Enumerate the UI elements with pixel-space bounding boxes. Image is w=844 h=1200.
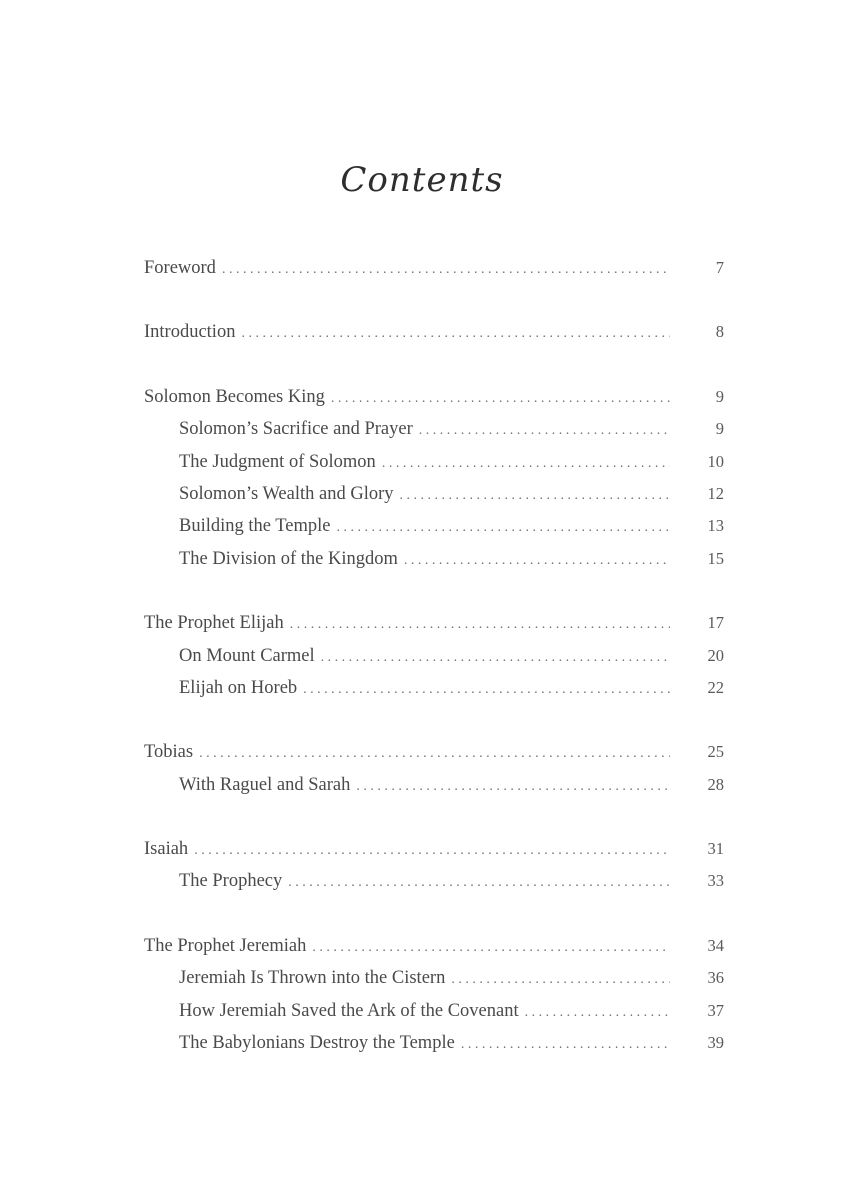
dot-leader (288, 867, 670, 897)
toc-entry-label: The Prophet Jeremiah (144, 930, 312, 962)
toc-entry-page: 9 (715, 386, 724, 406)
toc-entry-label: Building the Temple (179, 510, 337, 542)
toc-entry-label: How Jeremiah Saved the Ark of the Covenant (179, 995, 525, 1027)
toc-entry-page: 22 (707, 677, 724, 697)
toc-subentry (144, 962, 724, 994)
toc-subentry (144, 995, 724, 1027)
toc-entry-page: 25 (707, 742, 724, 762)
toc-entry (144, 252, 724, 284)
dot-leader (194, 835, 670, 865)
toc-entry (144, 316, 724, 348)
toc-entry-label: The Prophecy (179, 865, 288, 897)
dot-leader (461, 1029, 670, 1059)
toc-entry-page: 9 (715, 419, 724, 439)
toc-entry-label: On Mount Carmel (179, 640, 321, 672)
toc-entry-label: Introduction (144, 316, 241, 348)
toc-entry-page: 8 (715, 322, 724, 342)
toc-entry-label: Jeremiah Is Thrown into the Cistern (179, 962, 451, 994)
toc-entry-label: Solomon’s Wealth and Glory (179, 478, 400, 510)
toc-subentry (144, 478, 724, 510)
toc-entry-label: With Raguel and Sarah (179, 769, 356, 801)
toc-subentry (144, 640, 724, 672)
toc-subentry (144, 413, 724, 445)
toc-entry-label: Solomon’s Sacrifice and Prayer (179, 413, 419, 445)
toc-subentry (144, 543, 724, 575)
toc-entry-label: Elijah on Horeb (179, 672, 303, 704)
toc-subentry (144, 1027, 724, 1059)
toc-entry (144, 381, 724, 413)
toc-subentry (144, 510, 724, 542)
toc-entry-page: 31 (707, 839, 724, 859)
toc-entry-page: 15 (707, 548, 724, 568)
dot-leader (321, 642, 670, 672)
toc-entry-label: Foreword (144, 252, 222, 284)
toc-subentry (144, 446, 724, 478)
toc-entry-page: 20 (707, 645, 724, 665)
toc-subentry (144, 865, 724, 897)
dot-leader (382, 448, 670, 478)
toc-entry-page: 36 (707, 968, 724, 988)
toc-entry (144, 607, 724, 639)
dot-leader (303, 674, 670, 704)
dot-leader (419, 415, 670, 445)
toc-entry (144, 833, 724, 865)
dot-leader (451, 964, 670, 994)
toc-entry-label: The Division of the Kingdom (179, 543, 404, 575)
toc-entry-page: 28 (707, 774, 724, 794)
toc-subentry (144, 672, 724, 704)
dot-leader (525, 997, 670, 1027)
toc-entry-page: 33 (707, 871, 724, 891)
dot-leader (404, 545, 670, 575)
table-of-contents (144, 252, 724, 1059)
toc-entry-label: The Babylonians Destroy the Temple (179, 1027, 461, 1059)
page-title: Contents (340, 160, 504, 200)
toc-entry-page: 13 (707, 516, 724, 536)
toc-entry-label: The Prophet Elijah (144, 607, 290, 639)
toc-entry-page: 7 (715, 258, 724, 277)
toc-entry-page: 34 (707, 935, 724, 955)
dot-leader (356, 771, 670, 801)
dot-leader (241, 318, 670, 348)
toc-entry (144, 930, 724, 962)
toc-entry-label: Isaiah (144, 833, 194, 865)
toc-entry-page: 12 (707, 483, 724, 503)
toc-entry-label: The Judgment of Solomon (179, 446, 382, 478)
dot-leader (337, 512, 671, 542)
dot-leader (312, 932, 670, 962)
toc-entry-page: 17 (707, 613, 724, 633)
toc-entry-label: Solomon Becomes King (144, 381, 331, 413)
toc-entry-label: Tobias (144, 736, 199, 768)
toc-entry-page: 10 (707, 451, 724, 471)
dot-leader (222, 254, 670, 284)
dot-leader (199, 738, 670, 768)
dot-leader (400, 480, 670, 510)
dot-leader (331, 383, 670, 413)
toc-subentry (144, 769, 724, 801)
toc-entry-page: 37 (707, 1000, 724, 1020)
toc-entry-page: 39 (707, 1033, 724, 1053)
toc-entry (144, 736, 724, 768)
dot-leader (290, 609, 670, 639)
